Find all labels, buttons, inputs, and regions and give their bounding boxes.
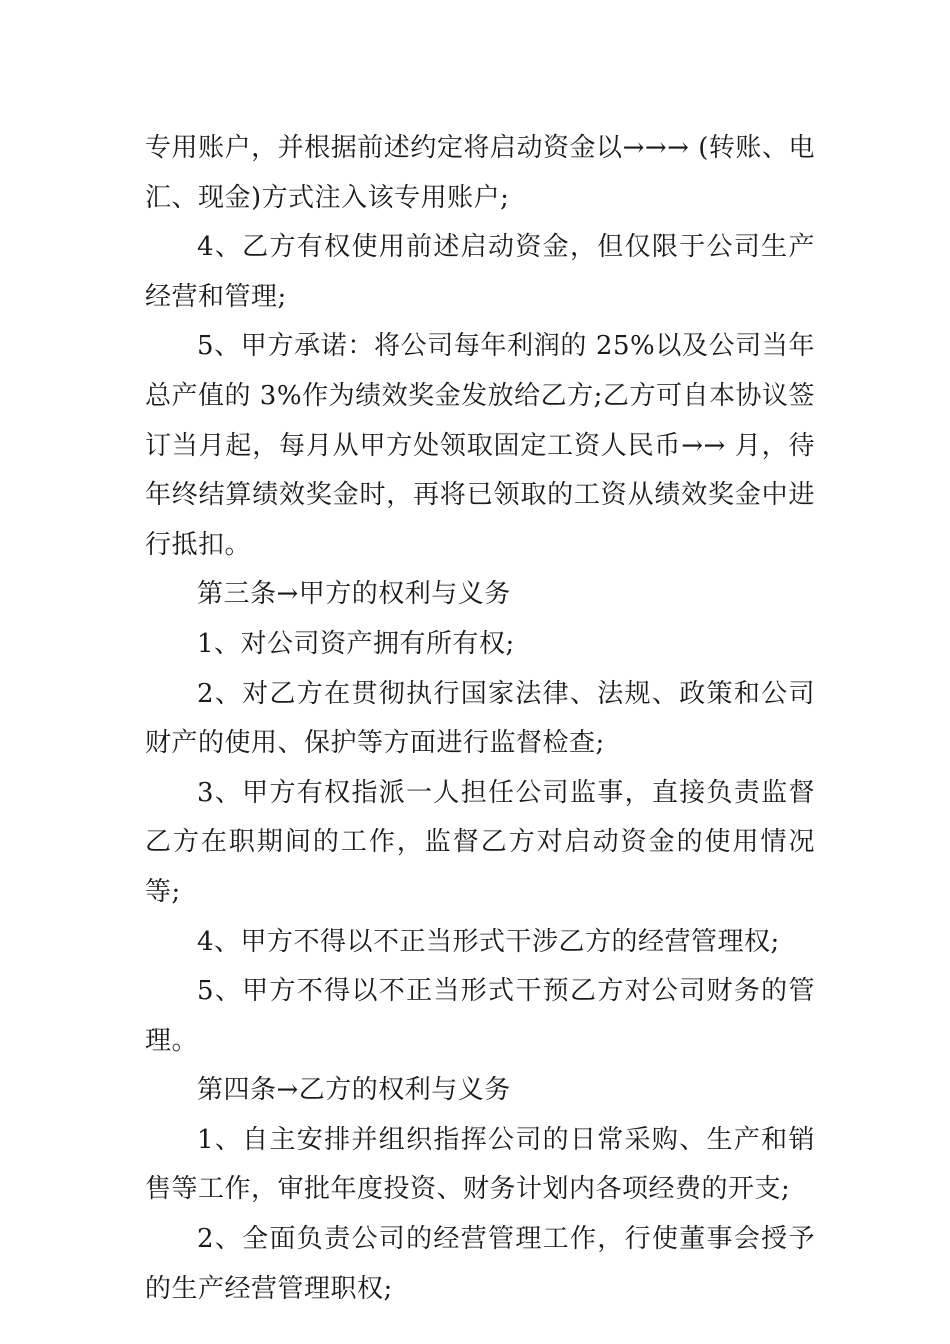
paragraph-article-3-item-1: 1、对公司资产拥有所有权; (197, 628, 515, 659)
paragraph-account-injection: 专用账户，并根据前述约定将启动资金以→→→ (转账、电汇、现金)方式注入该专用账户; (145, 133, 815, 213)
paragraph-article-3-item-3: 3、甲方有权指派一人担任公司监事，直接负责监督乙方在职期间的工作，监督乙方对启动资金的使用情况等; (145, 777, 815, 907)
paragraph-article-4-item-2: 2、全面负责公司的经营管理工作，行使董事会授予的生产经营管理职权; (145, 1224, 815, 1304)
paragraph-clause-5-bonus: 5、甲方承诺：将公司每年利润的 25%以及公司当年总产值的 3%作为绩效奖金发放给乙方;乙方可自本协议签订当月起，每月从甲方处领取固定工资人民币→→ 月，待年终结算绩效奖金时，再将已领取的工资从绩效奖金中进行抵扣。 (145, 331, 815, 560)
paragraph-article-3-item-2: 2、对乙方在贯彻执行国家法律、法规、政策和公司财产的使用、保护等方面进行监督检查; (145, 678, 815, 759)
document-body (145, 124, 815, 1314)
paragraph-clause-4-usage: 4、乙方有权使用前述启动资金，但仅限于公司生产经营和管理; (145, 232, 815, 312)
paragraph-article-3-item-4: 4、甲方不得以不正当形式干涉乙方的经营管理权; (197, 926, 780, 957)
section-heading-article-3: 第三条→甲方的权利与义务 (197, 579, 511, 610)
paragraph-article-4-item-1: 1、自主安排并组织指挥公司的日常采购、生产和销售等工作，审批年度投资、财务计划内各项经费的开支; (145, 1124, 815, 1205)
section-heading-article-4: 第四条→乙方的权利与义务 (197, 1075, 511, 1106)
paragraph-article-3-item-5: 5、甲方不得以不正当形式干预乙方对公司财务的管理。 (145, 976, 815, 1056)
